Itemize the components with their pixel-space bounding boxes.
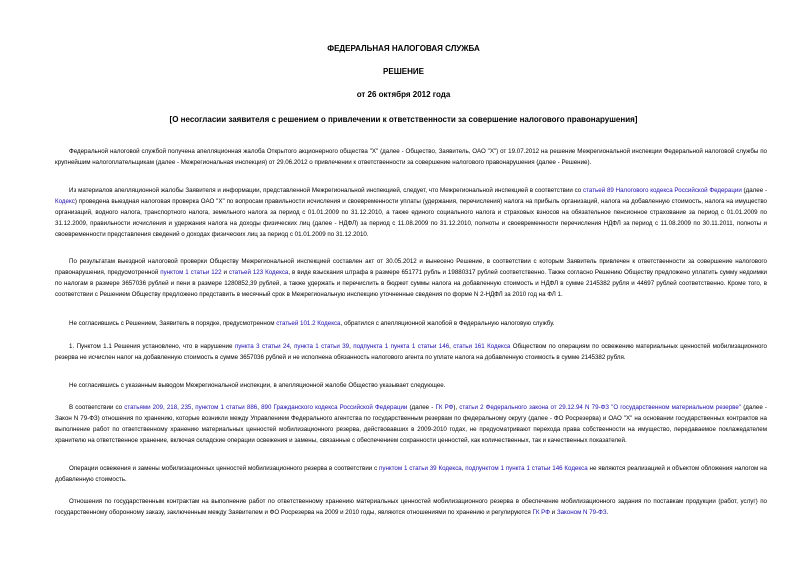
link-gk-rf-2[interactable]: ГК РФ <box>532 509 550 517</box>
link-article-123[interactable]: статьей 123 Кодекса <box>228 269 289 277</box>
link-article-89-tax-code[interactable]: статьей 89 Налогового кодекса Российской Федерации <box>583 187 742 194</box>
text-segment: и <box>221 269 229 277</box>
link-article-39[interactable]: пункта 1 статьи 39 <box>294 343 350 350</box>
text-segment: ), <box>453 404 460 411</box>
text-segment: не являются реализацией и объектом обложения налогом на добавленную стоимость. <box>55 465 767 484</box>
link-article-39-code[interactable]: пунктом 1 статьи 39 Кодекса <box>379 465 462 472</box>
agency-title: ФЕДЕРАЛЬНАЯ НАЛОГОВАЯ СЛУЖБА <box>327 44 480 53</box>
link-article-146[interactable]: подпункта 1 пункта 1 статьи 146 <box>353 343 450 350</box>
text-segment: (далее - <box>407 404 436 411</box>
text-segment: Обществом по операциям по освежению материальных ценностей мобилизационного резерва не исчислен налог на добавленную стоимость в сумме 3657036 рублей и не исполнена обязанность налогового агента по уплате налога на добавленную стоимость в сумме 2145382 рубля. <box>55 343 767 362</box>
text-segment: , <box>289 343 295 350</box>
link-code[interactable]: Кодекс <box>55 198 75 206</box>
link-article-146-code[interactable]: подпунктом 1 пункта 1 статьи 146 Кодекса <box>465 465 588 472</box>
link-article-122[interactable]: пунктом 1 статьи 122 <box>160 269 222 277</box>
text-segment: В соответствии со <box>69 404 125 411</box>
text-segment: Из материалов апелляционной жалобы Заявителя и информации, представленной Межрегиональной инспекцией, следует, что Межрегиональной инспекцией в соответствии со <box>69 187 584 194</box>
document-date: от 26 октября 2012 года <box>356 90 451 99</box>
text-segment: 1. Пунктом 1.1 Решения установлено, что в нарушение <box>69 343 235 350</box>
text-segment: , в виде взыскания штрафа в размере 651771 рубль и 19880317 рублей соответственно. Также согласно Решению Обществу предложено уплатить сумму недоимки по налогам в размере 3657036 рублей и пени в размере 1280852,39 рублей, а также удержать и перечислить в бюджет суммы налога на добавленную стоимость и НДФЛ в сумме 2145382 рубля и 44697 рублей соответственно. Кроме того, в соответствии с Решением Обществу предложено представить в месячный срок в Межрегиональную инспекцию уточненные сведения по форме N 2-НДФЛ за 2010 год на ФЛ 1. <box>55 269 767 299</box>
text-segment: (далее - Закон N 79-ФЗ) отношения по хранению, которые возникли между Управлением Федерального агентства по государственным резервам по федеральному округу (далее - ФО Росрезерва) и ОАО "X" на основании государственных контрактов на выполнение работ по ответственному хранению материальных ценностей мобилизационного резерва, действовавших в 2009-2010 годах, не предусматривают перехода права собственности на имущество, передаваемое поклажедателем хранителю на ответственное хранение, включая складские операции освежения и замены, связанные с обеспечением сохранности ценностей, как количественных, так и качественных показателей. <box>55 404 767 445</box>
text-segment: Отношения по государственным контрактам на выполнение работ по ответственному хранению материальных ценностей мобилизационного резерва в обеспечение мобилизационного задания по поставкам продукции (работ, услуг) по государственному оборонному заказу, заключенным между Заявителем и ФО Росрезерва на 2009 и 2010 годы, являются отношениями по хранению и регулируются <box>55 498 767 517</box>
text-segment: Не согласившись с Решением, Заявитель в порядке, предусмотренном <box>69 320 277 327</box>
link-civil-code-890[interactable]: 890 Гражданского кодекса Российской Федерации <box>261 404 408 411</box>
text-segment: , <box>449 343 454 350</box>
text-segment: ) проведена выездная налоговая проверка ОАО "X" по вопросам правильности исчисления и своевременности уплаты (удержания, перечисления) налога на прибыль организаций, налога на добавленную стоимость, налога на имущество организаций, водного налога, транспортного налога, земельного налога за период с 01.01.2009 по 31.12.2010, а также единого социального налога и страховых взносов на обязательное пенсионное страхование за период с 01.01.2009 по 31.12.2009, правильности исчисления и удержания налога на доходы физических лиц (далее - НДФЛ) за период с 11.08.2009 по 31.12.2010, полноты и своевременности перечисления НДФЛ за период с 11.08.2009 по 30.11.2011, полноты и своевременности представления сведений о доходах физических лиц за период с 01.01.2009 по 31.12.2010. <box>55 198 767 239</box>
text-segment: . <box>606 509 609 517</box>
link-article-101-2[interactable]: статьей 101.2 Кодекса <box>276 320 341 327</box>
text-segment: Операции освежения и замены мобилизационных ценностей мобилизационного резерва в соответствии с <box>69 465 380 472</box>
text-segment: и <box>549 509 557 517</box>
paragraph-appeal-filed <box>55 318 767 329</box>
paragraph-refreshment-operations <box>55 463 767 485</box>
link-articles-209-218-235[interactable]: статьями 209, 218, 235 <box>124 404 192 411</box>
text-segment: , обратился с апелляционной жалобой в Федеральную налоговую службу. <box>340 320 555 327</box>
link-article-886[interactable]: пунктом 1 статьи 886 <box>195 404 258 411</box>
paragraph-audit-results <box>55 256 767 300</box>
paragraph-company-disagrees: Не согласившись с указанным выводом Межрегиональной инспекции, в апелляционной жалобе Общество указывает следующее. <box>69 382 446 389</box>
paragraph-civil-code-storage <box>55 402 767 446</box>
paragraph-complaint-received: Федеральной налоговой службой получена апелляционная жалоба Открытого акционерного общества "X" (далее - Общество, Заявитель, ОАО "X") от 19.07.2012 на решение Межрегиональной инспекции Федеральной налоговой службы по крупнейшим налогоплательщикам (далее - Межрегиональная инспекция) от 29.06.2012 о привлечении к ответственности за совершение налогового правонарушения (далее - Решение). <box>55 148 767 167</box>
link-article-24[interactable]: пункта 3 статьи 24 <box>234 343 290 350</box>
paragraph-point-1-1 <box>55 341 767 363</box>
link-gk-rf[interactable]: ГК РФ <box>435 404 454 411</box>
text-segment: , <box>461 465 466 472</box>
link-law-79-fz[interactable]: Законом N 79-ФЗ <box>556 509 607 517</box>
text-segment: , <box>257 404 262 411</box>
link-law-79-fz-article-2[interactable]: статьи 2 Федерального закона от 29.12.94 N 79-ФЗ "О государственном материальном резерве" <box>459 404 742 411</box>
text-segment: (далее - <box>741 187 768 194</box>
text-segment: По результатам выездной налоговой проверки Обществу Межрегиональной инспекцией составлен акт от 30.05.2012 и вынесено Решение, в соответствии с которым Заявитель привлечен к ответственности за совершение налогового правонарушения, предусмотренной <box>55 258 767 277</box>
text-segment: , <box>191 404 196 411</box>
document-type-title: РЕШЕНИЕ <box>383 67 424 76</box>
document-subject: [О несогласии заявителя с решением о привлечении к ответственности за совершение налогового правонарушения] <box>169 115 638 124</box>
paragraph-audit-scope <box>55 185 767 240</box>
paragraph-state-contracts <box>55 496 767 518</box>
link-article-161[interactable]: статьи 161 Кодекса <box>453 343 511 350</box>
text-segment: , <box>349 343 354 350</box>
